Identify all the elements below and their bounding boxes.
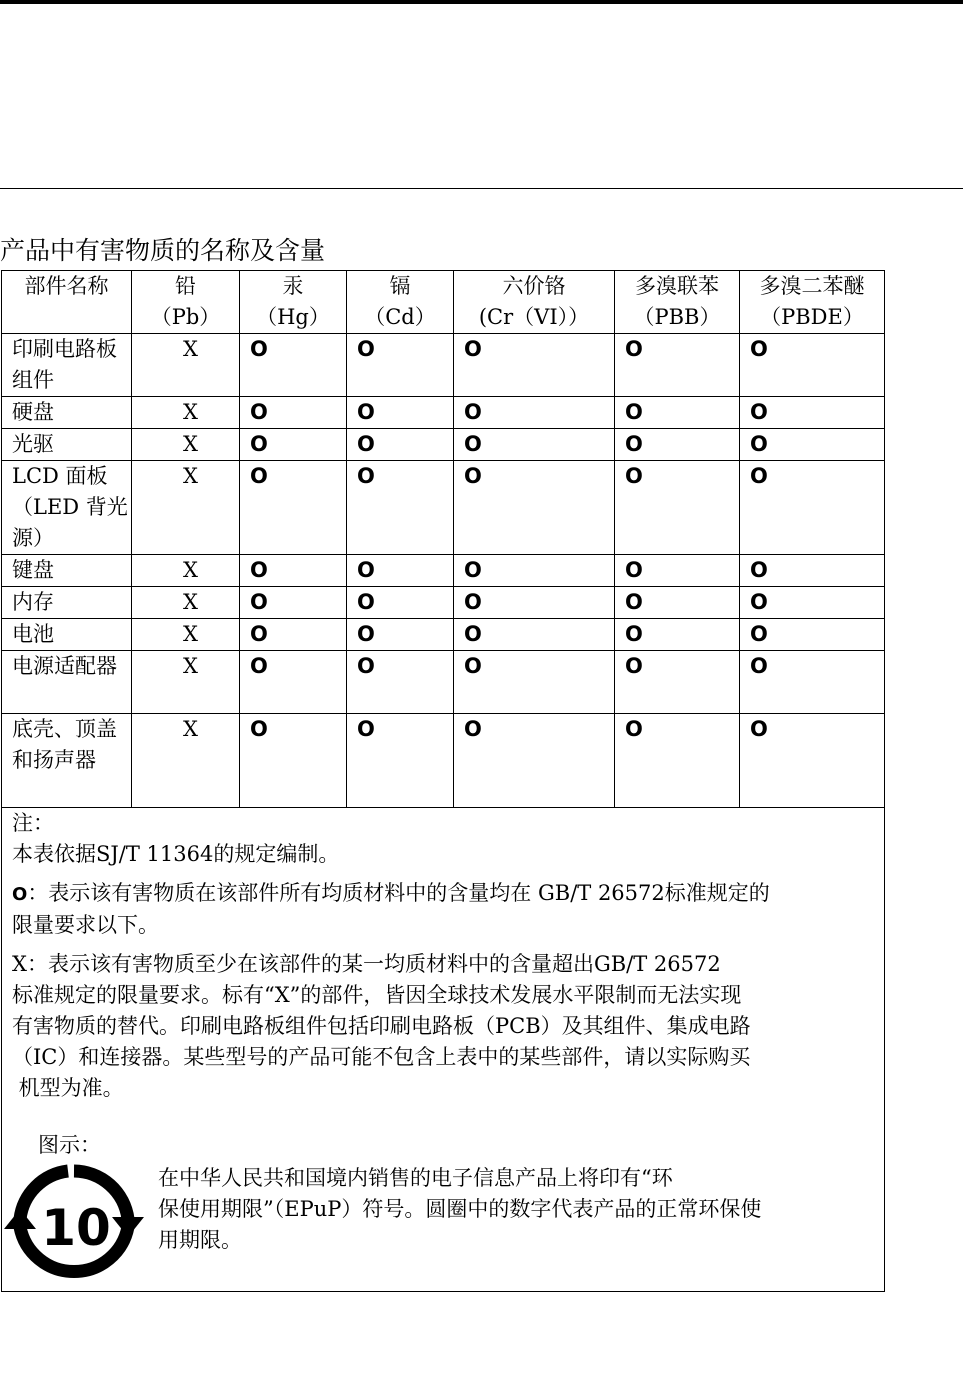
value-cell: X [132, 555, 240, 587]
value-cell: O [454, 334, 615, 397]
value-cell: O [454, 714, 615, 808]
value-cell: X [132, 429, 240, 461]
notes-x-definition-cont: 有害物质的替代。印刷电路板组件包括印刷电路板（PCB）及其组件、集成电路 [12, 1014, 751, 1038]
value-cell: X [132, 619, 240, 651]
value-cell: O [240, 651, 347, 714]
header-cadmium: 镉 （Cd） [347, 271, 454, 334]
value-cell: O [347, 461, 454, 555]
part-name: 键盘 [2, 555, 132, 587]
value-cell: O [454, 619, 615, 651]
value-cell: O [615, 714, 740, 808]
table-row [2, 334, 885, 397]
table-row [2, 714, 885, 808]
value-cell: O [454, 651, 615, 714]
value-cell: O [615, 651, 740, 714]
value-cell: O [454, 397, 615, 429]
value-cell: O [615, 619, 740, 651]
value-cell: O [454, 461, 615, 555]
notes-cell [2, 808, 885, 1292]
value-cell: O [740, 587, 885, 619]
header-part: 部件名称 [2, 271, 132, 334]
value-cell: O [347, 651, 454, 714]
part-name: 光驱 [2, 429, 132, 461]
value-cell: X [132, 587, 240, 619]
notes-o-definition-cont: 限量要求以下。 [12, 913, 159, 937]
value-cell: O [615, 429, 740, 461]
part-name: 内存 [2, 587, 132, 619]
header-chromium: 六价铬 (Cr（VI）） [454, 271, 615, 334]
value-cell: O [740, 555, 885, 587]
figure-label: 图示： [38, 1133, 101, 1157]
value-cell: O [615, 334, 740, 397]
value-cell: O [740, 429, 885, 461]
table-row [2, 397, 885, 429]
value-cell: O [740, 461, 885, 555]
value-cell: O [240, 334, 347, 397]
notes-x-definition: X：表示该有害物质至少在该部件的某一均质材料中的含量超出GB/T 26572 [12, 952, 721, 976]
value-cell: O [347, 619, 454, 651]
table-row [2, 555, 885, 587]
header-lead: 铅 （Pb） [132, 271, 240, 334]
value-cell: O [240, 619, 347, 651]
value-cell: X [132, 714, 240, 808]
value-cell: O [615, 397, 740, 429]
value-cell: O [347, 429, 454, 461]
value-cell: O [347, 714, 454, 808]
notes-o-definition: O：表示该有害物质在该部件所有均质材料中的含量均在 GB/T 26572标准规定的 [12, 881, 770, 905]
value-cell: O [240, 587, 347, 619]
hazardous-substances-table [1, 270, 885, 1292]
notes-x-definition-cont: （IC）和连接器。某些型号的产品可能不包含上表中的某些部件，请以实际购买 [12, 1045, 751, 1069]
part-name: 硬盘 [2, 397, 132, 429]
value-cell: O [740, 397, 885, 429]
value-cell: O [347, 397, 454, 429]
value-cell: O [240, 555, 347, 587]
epup-logo-number: 10 [41, 1199, 111, 1257]
value-cell: O [740, 651, 885, 714]
value-cell: O [240, 714, 347, 808]
value-cell: O [615, 587, 740, 619]
value-cell: O [615, 461, 740, 555]
value-cell: X [132, 651, 240, 714]
part-name: 印刷电路板组件 [2, 334, 132, 397]
value-cell: O [347, 587, 454, 619]
value-cell: O [240, 397, 347, 429]
value-cell: O [740, 714, 885, 808]
section-divider [0, 188, 963, 189]
table-row [2, 587, 885, 619]
epup-logo-icon [4, 1163, 144, 1283]
page-title: 产品中有害物质的名称及含量 [0, 236, 326, 265]
top-rule [0, 0, 963, 4]
value-cell: O [347, 555, 454, 587]
value-cell: O [454, 587, 615, 619]
value-cell: O [454, 429, 615, 461]
notes-heading: 注： [12, 811, 54, 835]
value-cell: X [132, 397, 240, 429]
part-name: LCD 面板（LED 背光源） [2, 461, 132, 555]
part-name: 电源适配器 [2, 651, 132, 714]
header-mercury: 汞 （Hg） [240, 271, 347, 334]
value-cell: O [740, 334, 885, 397]
header-pbde: 多溴二苯醚 （PBDE） [740, 271, 885, 334]
o-symbol: O [12, 884, 28, 905]
value-cell: O [240, 429, 347, 461]
value-cell: X [132, 334, 240, 397]
notes-x-definition-cont: 机型为准。 [12, 1076, 124, 1100]
header-pbb: 多溴联苯 （PBB） [615, 271, 740, 334]
epup-section [12, 1163, 884, 1291]
table-row [2, 429, 885, 461]
notes-standard: 本表依据SJ/T 11364的规定编制。 [12, 842, 340, 866]
epup-description: 在中华人民共和国境内销售的电子信息产品上将印有“环 保使用期限”（EPuP）符号。圆圈中的数字代表产品的正常环保使 用期限。 [158, 1166, 762, 1252]
value-cell: O [240, 461, 347, 555]
table-row [2, 619, 885, 651]
table-row [2, 651, 885, 714]
part-name: 电池 [2, 619, 132, 651]
table-row [2, 461, 885, 555]
notes-x-definition-cont: 标准规定的限量要求。标有“X”的部件，皆因全球技术发展水平限制而无法实现 [12, 983, 742, 1007]
part-name: 底壳、顶盖和扬声器 [2, 714, 132, 808]
value-cell: O [347, 334, 454, 397]
notes-row [2, 808, 885, 1292]
value-cell: X [132, 461, 240, 555]
value-cell: O [740, 619, 885, 651]
value-cell: O [454, 555, 615, 587]
value-cell: O [615, 555, 740, 587]
